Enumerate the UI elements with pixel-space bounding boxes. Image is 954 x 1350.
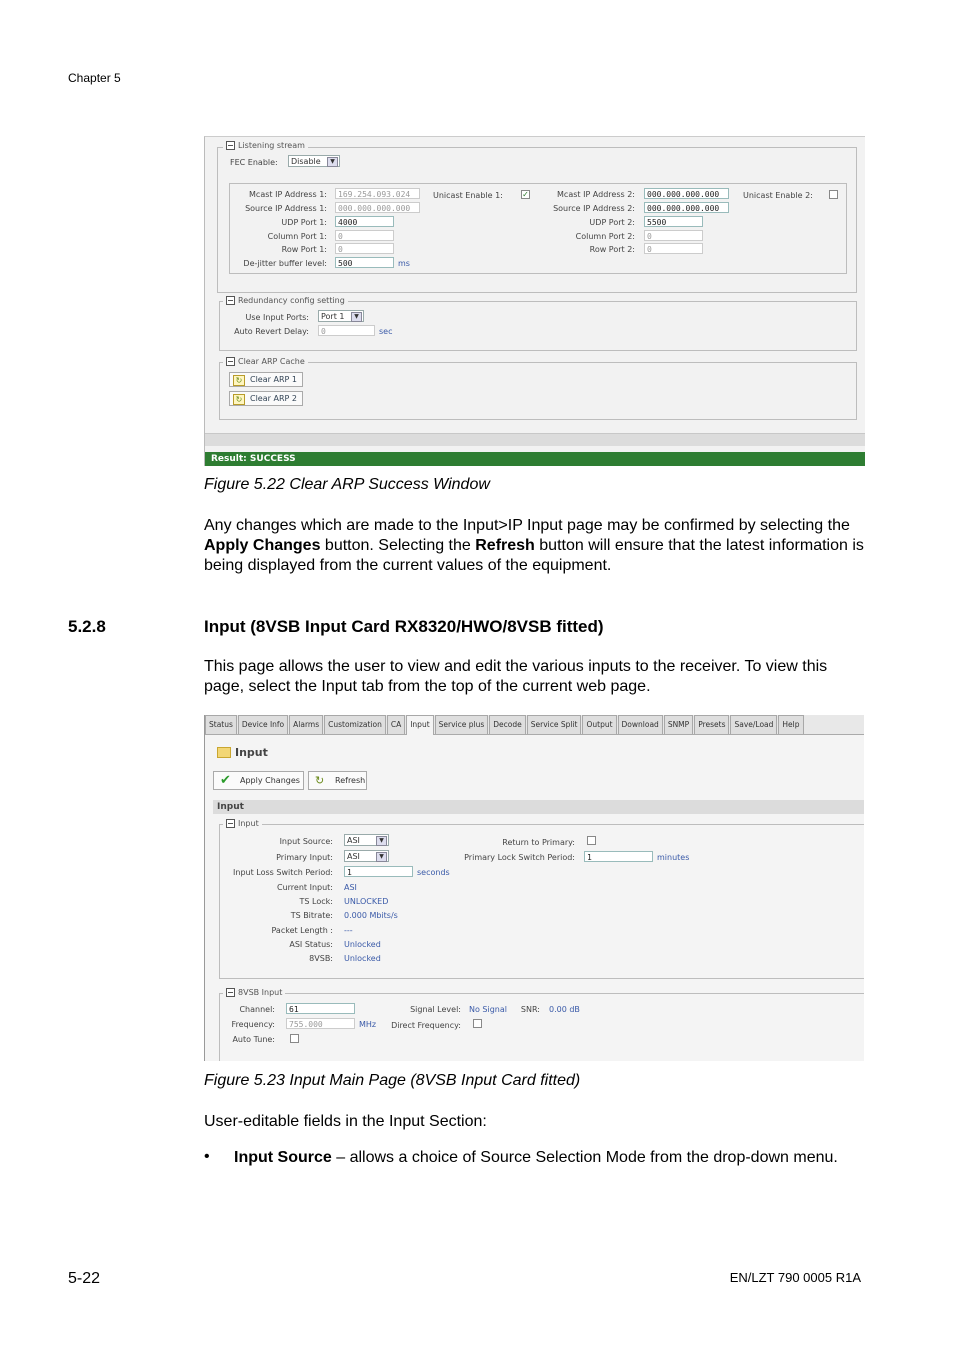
frequency-field[interactable]: 755.000 xyxy=(286,1018,355,1029)
8vsb-status-value: Unlocked xyxy=(344,954,381,963)
channel-label: Channel: xyxy=(239,1005,275,1014)
column-port-1-field[interactable]: 0 xyxy=(335,230,394,241)
mcast-ip-1-field[interactable]: 169.254.093.024 xyxy=(335,188,420,199)
input-legend: Input xyxy=(238,819,259,828)
tab-download[interactable]: Download xyxy=(618,715,663,734)
refresh-button[interactable]: ↻ Refresh xyxy=(308,771,367,790)
column-port-2-field[interactable]: 0 xyxy=(644,230,703,241)
tab-status[interactable]: Status xyxy=(205,715,237,734)
mcast-ip-2-label: Mcast IP Address 2: xyxy=(557,190,635,199)
udp-port-1-field[interactable]: 4000 xyxy=(335,216,394,227)
tab-customization[interactable]: Customization xyxy=(324,715,386,734)
paragraph-input-page: This page allows the user to view and edit the various inputs to the receiver. To view this page, select the Input tab from the top of the current web page. xyxy=(204,658,828,695)
unicast-2-label: Unicast Enable 2: xyxy=(743,191,813,200)
auto-revert-label: Auto Revert Delay: xyxy=(234,327,309,336)
bullet-icon: • xyxy=(204,1148,210,1165)
unicast-1-label: Unicast Enable 1: xyxy=(433,191,503,200)
return-to-primary-checkbox[interactable] xyxy=(587,836,596,845)
tab-device-info[interactable]: Device Info xyxy=(238,715,288,734)
fec-enable-label: FEC Enable: xyxy=(230,158,278,167)
section-title: Input (8VSB Input Card RX8320/HWO/8VSB fitted) xyxy=(204,617,604,636)
channel-field[interactable]: 61 xyxy=(286,1003,355,1014)
udp-port-1-label: UDP Port 1: xyxy=(281,218,327,227)
row-port-2-field[interactable]: 0 xyxy=(644,243,703,254)
auto-revert-field[interactable]: 0 xyxy=(318,325,375,336)
page-title: Input xyxy=(235,746,268,759)
refresh-icon: ↻ xyxy=(315,774,325,787)
input-loss-switch-unit: seconds xyxy=(417,868,450,877)
ts-lock-label: TS Lock: xyxy=(299,897,333,906)
signal-level-label: Signal Level: xyxy=(410,1005,461,1014)
fec-enable-select[interactable]: Disable ▼ xyxy=(288,155,340,167)
clear-arp-fieldset xyxy=(219,362,857,420)
8vsb-status-label: 8VSB: xyxy=(309,954,333,963)
packet-length-label: Packet Length : xyxy=(271,926,333,935)
unicast-1-checkbox[interactable]: ✓ xyxy=(522,190,529,199)
auto-tune-checkbox[interactable] xyxy=(290,1034,299,1043)
row-port-2-label: Row Port 2: xyxy=(589,245,635,254)
signal-level-value: No Signal xyxy=(469,1005,507,1014)
source-ip-1-label: Source IP Address 1: xyxy=(245,204,327,213)
status-divider xyxy=(205,433,865,446)
tab-snmp[interactable]: SNMP xyxy=(664,715,693,734)
clear-arp-2-button[interactable]: ↻ Clear ARP 2 xyxy=(229,391,303,406)
chevron-down-icon: ▼ xyxy=(376,836,387,846)
folder-icon xyxy=(217,747,231,758)
source-ip-1-field[interactable]: 000.000.000.000 xyxy=(335,202,420,213)
chevron-down-icon: ▼ xyxy=(351,312,362,322)
return-to-primary-label: Return to Primary: xyxy=(502,838,575,847)
collapse-icon[interactable] xyxy=(226,141,235,150)
figure-5-22-caption: Figure 5.22 Clear ARP Success Window xyxy=(204,476,490,493)
current-input-label: Current Input: xyxy=(277,883,333,892)
section-number: 5.2.8 xyxy=(68,617,106,636)
direct-frequency-checkbox[interactable] xyxy=(473,1019,482,1028)
tab-save-load[interactable]: Save/Load xyxy=(730,715,777,734)
paragraph-apply-changes: Any changes which are made to the Input>IP Input page may be confirmed by selecting the Apply Changes button. Selecting the Refresh button will ensure that the latest information is being displayed from the current values of the equipment. xyxy=(204,517,864,574)
collapse-icon[interactable] xyxy=(226,357,235,366)
listening-stream-legend: Listening stream xyxy=(238,141,305,150)
primary-lock-switch-field[interactable]: 1 xyxy=(584,851,653,862)
tab-help[interactable]: Help xyxy=(778,715,803,734)
udp-port-2-field[interactable]: 5500 xyxy=(644,216,703,227)
tab-alarms[interactable]: Alarms xyxy=(289,715,323,734)
chevron-down-icon: ▼ xyxy=(376,852,387,862)
use-input-ports-select[interactable]: Port 1 ▼ xyxy=(318,310,364,322)
use-input-ports-label: Use Input Ports: xyxy=(245,313,309,322)
collapse-icon[interactable] xyxy=(226,819,235,828)
dejitter-label: De-jitter buffer level: xyxy=(243,259,327,268)
snr-value: 0.00 dB xyxy=(549,1005,580,1014)
refresh-icon: ↻ xyxy=(233,394,245,405)
collapse-icon[interactable] xyxy=(226,296,235,305)
tab-output[interactable]: Output xyxy=(582,715,616,734)
packet-length-value: --- xyxy=(344,926,353,935)
asi-status-value: Unlocked xyxy=(344,940,381,949)
frequency-label: Frequency: xyxy=(231,1020,275,1029)
ts-bitrate-value: 0.000 Mbits/s xyxy=(344,911,398,920)
unicast-2-checkbox[interactable] xyxy=(829,190,838,199)
mcast-ip-1-label: Mcast IP Address 1: xyxy=(249,190,327,199)
page-number: 5-22 xyxy=(68,1270,101,1287)
mcast-ip-2-field[interactable]: 000.000.000.000 xyxy=(644,188,729,199)
column-port-1-label: Column Port 1: xyxy=(267,232,327,241)
refresh-icon: ↻ xyxy=(233,375,245,386)
document-reference: EN/LZT 790 0005 R1A xyxy=(729,1270,861,1285)
clear-arp-1-button[interactable]: ↻ Clear ARP 1 xyxy=(229,372,303,387)
dejitter-field[interactable]: 500 xyxy=(335,257,394,268)
clear-arp-legend: Clear ARP Cache xyxy=(238,357,305,366)
result-bar: Result: SUCCESS xyxy=(205,452,865,466)
dejitter-unit: ms xyxy=(398,259,410,268)
udp-port-2-label: UDP Port 2: xyxy=(589,218,635,227)
chapter-header: Chapter 5 xyxy=(68,71,121,85)
tab-ca[interactable]: CA xyxy=(387,715,405,734)
source-ip-2-field[interactable]: 000.000.000.000 xyxy=(644,202,729,213)
checkmark-icon: ✔ xyxy=(220,773,231,788)
8vsb-input-legend: 8VSB Input xyxy=(238,988,283,997)
column-port-2-label: Column Port 2: xyxy=(575,232,635,241)
top-tab-bar xyxy=(205,715,864,735)
primary-lock-switch-unit: minutes xyxy=(657,853,690,862)
tab-presets[interactable]: Presets xyxy=(694,715,729,734)
redundancy-legend: Redundancy config setting xyxy=(238,296,345,305)
clear-arp-screenshot xyxy=(204,136,865,466)
collapse-icon[interactable] xyxy=(226,988,235,997)
primary-lock-switch-label: Primary Lock Switch Period: xyxy=(464,853,575,862)
auto-revert-unit: sec xyxy=(379,327,393,336)
input-main-page-screenshot xyxy=(204,715,864,1061)
paragraph-user-editable: User-editable fields in the Input Section: xyxy=(204,1113,487,1130)
tab-decode[interactable]: Decode xyxy=(489,715,525,734)
input-source-label: Input Source: xyxy=(279,837,333,846)
direct-frequency-label: Direct Frequency: xyxy=(391,1021,461,1030)
figure-5-23-caption: Figure 5.23 Input Main Page (8VSB Input Card fitted) xyxy=(204,1072,581,1089)
row-port-1-field[interactable]: 0 xyxy=(335,243,394,254)
redundancy-fieldset xyxy=(219,301,857,351)
bullet-input-source: Input Source – allows a choice of Source Selection Mode from the drop-down menu. xyxy=(234,1149,838,1166)
input-loss-switch-field[interactable]: 1 xyxy=(344,866,413,877)
chevron-down-icon: ▼ xyxy=(327,157,338,167)
current-input-value: ASI xyxy=(344,883,357,892)
input-source-select[interactable]: ASI ▼ xyxy=(344,834,389,846)
ts-bitrate-label: TS Bitrate: xyxy=(290,911,333,920)
auto-tune-label: Auto Tune: xyxy=(232,1035,275,1044)
tab-service-split[interactable]: Service Split xyxy=(527,715,582,734)
tab-input[interactable]: Input xyxy=(406,715,433,735)
input-section-header: Input xyxy=(213,800,864,814)
input-loss-switch-label: Input Loss Switch Period: xyxy=(233,868,333,877)
primary-input-label: Primary Input: xyxy=(276,853,333,862)
asi-status-label: ASI Status: xyxy=(289,940,333,949)
tab-service-plus[interactable]: Service plus xyxy=(435,715,489,734)
source-ip-2-label: Source IP Address 2: xyxy=(553,204,635,213)
row-port-1-label: Row Port 1: xyxy=(281,245,327,254)
primary-input-select[interactable]: ASI ▼ xyxy=(344,850,389,862)
ts-lock-value: UNLOCKED xyxy=(344,897,389,906)
frequency-unit: MHz xyxy=(359,1020,377,1029)
apply-changes-button[interactable]: ✔ Apply Changes xyxy=(213,771,304,790)
snr-label: SNR: xyxy=(520,1005,540,1014)
